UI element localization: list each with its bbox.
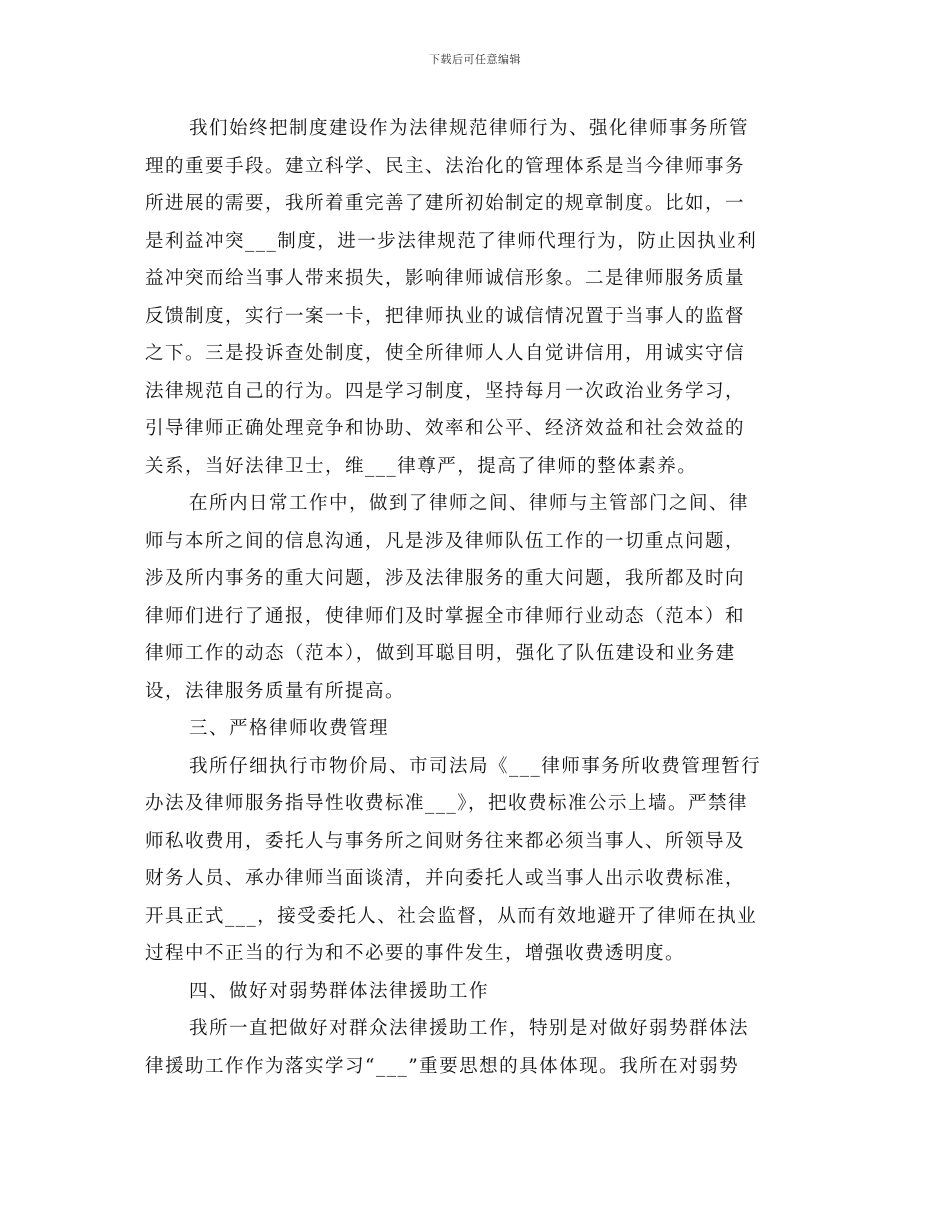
text-line: 三、严格律师收费管理 — [189, 718, 390, 739]
text-line: 之下。三是投诉查处制度，使全所律师人人自觉讲信用，用诚实守信 — [145, 343, 746, 364]
text-line: 理的重要手段。建立科学、民主、法治化的管理体系是当今律师事务 — [145, 155, 746, 177]
text-line: 涉及所内事务的重大问题，涉及法律服务的重大问题，我所都及时向 — [145, 568, 746, 589]
text-line: 律师们进行了通报，使律师们及时掌握全市律师行业动态（范本）和 — [145, 605, 746, 627]
text-line: 法律规范自己的行为。四是学习制度，坚持每月一次政治业务学习， — [145, 380, 746, 402]
text-line: 过程中不正当的行为和不必要的事件发生，增强收费透明度。 — [145, 943, 686, 964]
text-line: 师私收费用，委托人与事务所之间财务往来都必须当事人、所领导及 — [145, 830, 746, 852]
text-line: 是利益冲突___制度，进一步法律规范了律师代理行为，防止因执业利 — [145, 230, 758, 252]
text-line: 引导律师正确处理竞争和协助、效率和公平、经济效益和社会效益的 — [145, 418, 746, 439]
text-line: 关系，当好法律卫士，维___律尊严，提高了律师的整体素养。 — [145, 455, 698, 477]
text-line: 我们始终把制度建设作为法律规范律师行为、强化律师事务所管 — [189, 118, 750, 139]
text-line: 所进展的需要，我所着重完善了建所初始制定的规章制度。比如，一 — [145, 193, 746, 214]
text-line: 在所内日常工作中，做到了律师之间、律师与主管部门之间、律 — [189, 493, 750, 514]
text-line: 开具正式___，接受委托人、社会监督，从而有效地避开了律师在执业 — [145, 905, 758, 927]
text-line: 四、做好对弱势群体法律援助工作 — [189, 980, 490, 1002]
text-line: 益冲突而给当事人带来损失，影响律师诚信形象。二是律师服务质量 — [145, 268, 746, 289]
text-line: 办法及律师服务指导性收费标准___》，把收费标准公示上墙。严禁律 — [145, 793, 749, 814]
text-line: 我所仔细执行市物价局、市司法局《___律师事务所收费管理暂行 — [189, 755, 762, 777]
body-text — [145, 110, 805, 1085]
text-line: 律师工作的动态（范本），做到耳聪目明，强化了队伍建设和业务建 — [145, 643, 736, 664]
text-line: 财务人员、承办律师当面谈清，并向委托人或当事人出示收费标准， — [145, 868, 746, 889]
text-line: 师与本所之间的信息沟通，凡是涉及律师队伍工作的一切重点问题， — [145, 530, 746, 552]
text-line: 设，法律服务质量有所提高。 — [145, 680, 406, 702]
text-line: 反馈制度，实行一案一卡，把律师执业的诚信情况置于当事人的监督 — [145, 305, 746, 327]
page-header: 下载后可任意编辑 — [429, 53, 521, 66]
text-line: 律援助工作作为落实学习“___”重要思想的具体体现。我所在对弱势 — [145, 1055, 740, 1077]
text-line: 我所一直把做好对群众法律援助工作，特别是对做好弱势群体法 — [189, 1018, 750, 1039]
